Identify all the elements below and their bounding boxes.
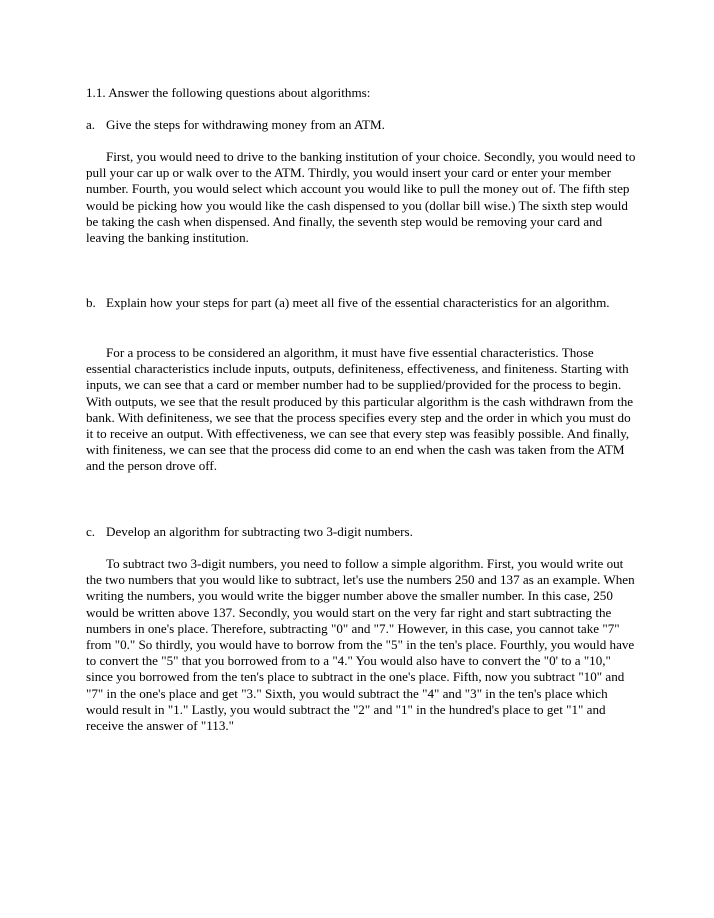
answer-c: To subtract two 3-digit numbers, you need to follow a simple algorithm. First, you would write out the two numbers that you would like to subtract, let's use the numbers 250 and 137 as an example. When writing the numbers, you would write the bigger number above the smaller number. In this case, 250 would be written above 137. Secondly, you would start on the very far right and start subtracting the numbers in one's place. Therefore, subtracting "0" and "7." However, in this case, you cannot take "7" from "0." So thirdly, you would have to borrow from the "5" in the ten's place. Fourthly, you would have to convert the "5" that you borrowed from to a "4." You would also have to convert the "0' to a "10," since you borrowed from the ten's place to subtract in the one's place. Fifth, now you subtract "10" and "7" in the one's place and get "3." Sixth, you would subtract the "4" and "3" in the ten's place which would result in "1." Lastly, you would subtract the "2" and "1" in the hundred's place to get "1" and receive the answer of "113." <box>86 556 635 734</box>
question-letter: c. <box>86 524 96 539</box>
question-c <box>86 524 626 540</box>
question-a <box>86 117 626 133</box>
question-letter: a. <box>86 117 96 132</box>
document-heading: 1.1. Answer the following questions about algorithms: <box>86 85 371 100</box>
answer-a: First, you would need to drive to the banking institution of your choice. Secondly, you would need to pull your car up or walk over to the ATM. Thirdly, you would insert your card or enter your member number. Fourth, you would select which account you would like to pull the money out of. The fifth step would be picking how you would like the cash dispensed to you (dollar bill wise.) The sixth step would be taking the cash when dispensed. And finally, the seventh step would be removing your card and leaving the banking institution. <box>86 149 636 246</box>
answer-b: For a process to be considered an algorithm, it must have five essential characteristics. Those essential characteristics include inputs, outputs, definiteness, effectiveness, and finiteness. Starting with inputs, we can see that a card or member number had to be supplied/provided for the process to begin. With outputs, we see that the result produced by this particular algorithm is the cash withdrawn from the bank. With definiteness, we see that the process specifies every step and the order in which you must do it to receive an output. With effectiveness, we can see that every step was feasibly possible. And finally, with finiteness, we can see that the process did come to an end when the cash was taken from the ATM and the person drove off. <box>86 345 634 474</box>
question-text: Give the steps for withdrawing money from an ATM. <box>106 117 385 132</box>
question-letter: b. <box>86 295 96 310</box>
question-text: Explain how your steps for part (a) meet all five of the essential characteristics for an algorithm. <box>106 295 610 310</box>
question-b <box>86 295 626 311</box>
question-text: Develop an algorithm for subtracting two 3-digit numbers. <box>106 524 413 539</box>
